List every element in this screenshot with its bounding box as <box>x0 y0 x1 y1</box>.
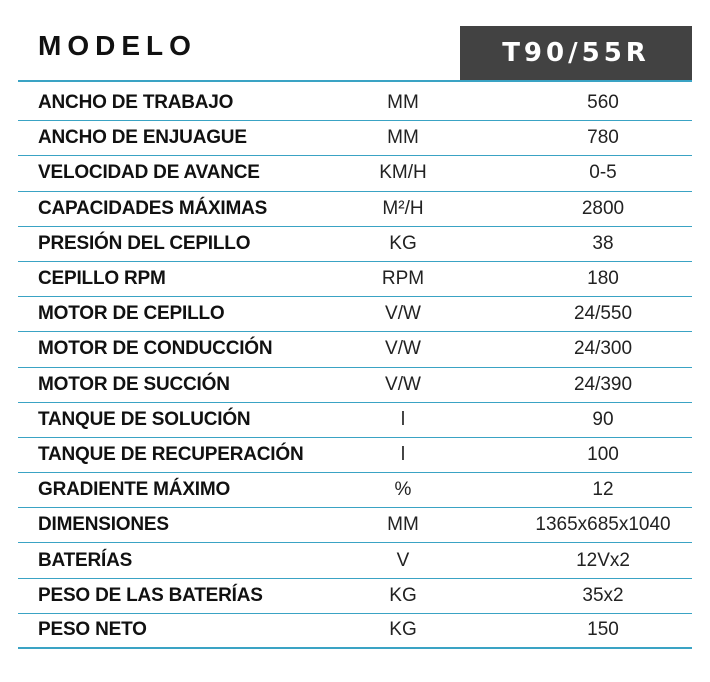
spec-value: 38 <box>592 232 614 254</box>
spec-row <box>18 192 692 227</box>
spec-row <box>18 156 692 191</box>
spec-name: ANCHO DE ENJUAGUE <box>38 127 247 149</box>
spec-row <box>18 297 692 332</box>
spec-name: GRADIENTE MÁXIMO <box>38 479 231 501</box>
spec-value: 24/390 <box>573 373 633 395</box>
spec-value: 0-5 <box>589 162 617 184</box>
spec-value: 780 <box>587 127 619 149</box>
spec-name: TANQUE DE RECUPERACIÓN <box>38 443 304 465</box>
spec-unit: l <box>400 443 406 465</box>
spec-unit: RPM <box>381 268 425 290</box>
spec-row <box>18 227 692 262</box>
spec-value: 12Vx2 <box>576 549 630 571</box>
spec-name: PRESIÓN DEL CEPILLO <box>38 232 251 254</box>
spec-row <box>18 86 692 121</box>
spec-row <box>18 614 692 649</box>
spec-value: 12 <box>592 479 614 501</box>
spec-name: BATERÍAS <box>38 549 133 571</box>
spec-value: 100 <box>587 443 619 465</box>
spec-row <box>18 403 692 438</box>
spec-value: 560 <box>587 92 619 114</box>
spec-value: 1365x685x1040 <box>535 514 671 536</box>
spec-unit: KM/H <box>379 162 427 184</box>
spec-unit: MM <box>387 514 419 536</box>
spec-unit: KG <box>389 619 417 641</box>
spec-value: 150 <box>587 619 619 641</box>
spec-name: PESO DE LAS BATERÍAS <box>38 584 263 606</box>
spec-name: MOTOR DE CEPILLO <box>38 303 225 325</box>
spec-unit: % <box>394 479 412 501</box>
spec-row <box>18 332 692 367</box>
spec-unit: MM <box>387 92 419 114</box>
spec-row <box>18 579 692 614</box>
spec-unit: V/W <box>385 338 421 360</box>
spec-name: CEPILLO RPM <box>38 268 166 290</box>
spec-header <box>0 0 710 82</box>
spec-row <box>18 508 692 543</box>
spec-value: 24/550 <box>573 303 633 325</box>
header-divider <box>18 80 692 82</box>
spec-name: VELOCIDAD DE AVANCE <box>38 162 260 184</box>
spec-value: 180 <box>587 268 619 290</box>
spec-name: ANCHO DE TRABAJO <box>38 92 234 114</box>
spec-row <box>18 121 692 156</box>
spec-row <box>18 543 692 578</box>
spec-name: CAPACIDADES MÁXIMAS <box>38 197 268 219</box>
spec-value: 35x2 <box>582 584 624 606</box>
spec-unit: MM <box>387 127 419 149</box>
spec-name: MOTOR DE SUCCIÓN <box>38 373 230 395</box>
spec-unit: KG <box>389 584 417 606</box>
spec-value: 24/300 <box>573 338 633 360</box>
spec-row <box>18 473 692 508</box>
model-label: MODELO <box>38 30 197 61</box>
spec-name: TANQUE DE SOLUCIÓN <box>38 408 251 430</box>
spec-table <box>18 86 692 649</box>
spec-value: 2800 <box>581 197 625 219</box>
spec-row <box>18 438 692 473</box>
spec-name: MOTOR DE CONDUCCIÓN <box>38 338 273 360</box>
spec-row <box>18 368 692 403</box>
spec-unit: l <box>400 408 406 430</box>
spec-name: PESO NETO <box>38 619 147 641</box>
model-name-box: T90/55R <box>460 26 692 80</box>
spec-unit: V/W <box>385 303 421 325</box>
spec-row <box>18 262 692 297</box>
spec-unit: V <box>396 549 410 571</box>
spec-unit: V/W <box>385 373 421 395</box>
spec-unit: M²/H <box>382 197 424 219</box>
spec-name: DIMENSIONES <box>38 514 169 536</box>
spec-value: 90 <box>592 408 614 430</box>
spec-unit: KG <box>389 232 417 254</box>
